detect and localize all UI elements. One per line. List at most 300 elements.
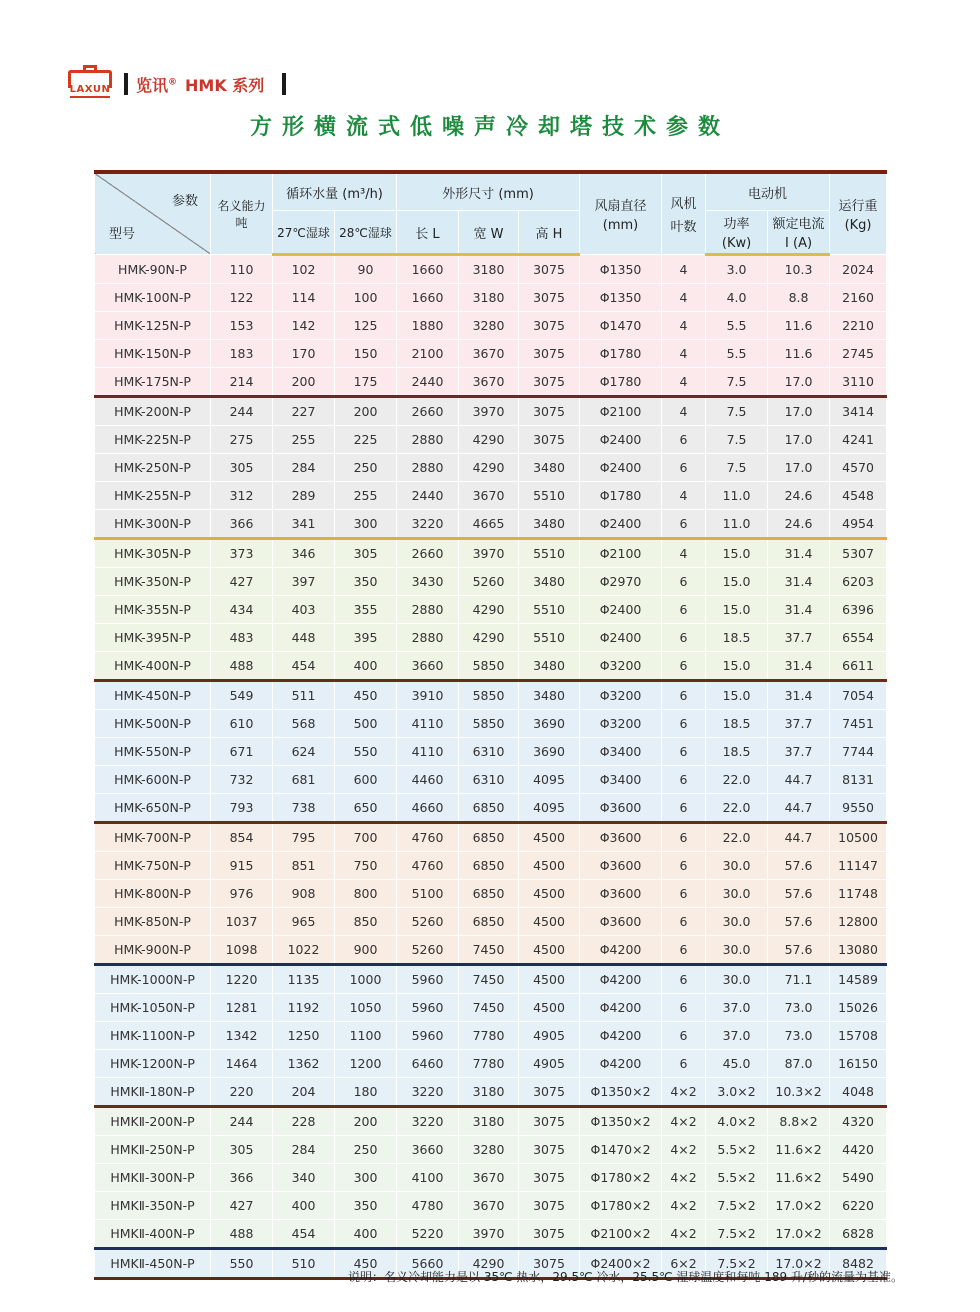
model-cell: HMK-1050N-P bbox=[95, 994, 211, 1022]
header-wid: 宽 W bbox=[459, 211, 519, 255]
value-cell: 4290 bbox=[459, 454, 519, 482]
value-cell: 4500 bbox=[519, 936, 580, 965]
header-len: 长 L bbox=[397, 211, 459, 255]
value-cell: 73.0 bbox=[768, 1022, 830, 1050]
value-cell: 3180 bbox=[459, 284, 519, 312]
value-cell: 6 bbox=[662, 994, 706, 1022]
value-cell: 37.7 bbox=[768, 738, 830, 766]
value-cell: 450 bbox=[335, 1249, 397, 1279]
model-cell: HMK-500N-P bbox=[95, 710, 211, 738]
header-power-label: 功率 bbox=[723, 217, 750, 232]
value-cell: 6 bbox=[662, 1022, 706, 1050]
value-cell: 214 bbox=[211, 368, 273, 397]
table-row bbox=[95, 368, 887, 397]
value-cell: 6850 bbox=[459, 908, 519, 936]
value-cell: 24.6 bbox=[768, 510, 830, 539]
value-cell: 31.4 bbox=[768, 681, 830, 710]
table-row bbox=[95, 794, 887, 823]
value-cell: 30.0 bbox=[706, 965, 768, 994]
value-cell: 7.5 bbox=[706, 426, 768, 454]
model-cell: HMK-1100N-P bbox=[95, 1022, 211, 1050]
value-cell: 44.7 bbox=[768, 766, 830, 794]
value-cell: 244 bbox=[211, 1107, 273, 1136]
model-cell: HMK-850N-P bbox=[95, 908, 211, 936]
model-cell: HMK-1000N-P bbox=[95, 965, 211, 994]
value-cell: 793 bbox=[211, 794, 273, 823]
value-cell: 3180 bbox=[459, 255, 519, 284]
value-cell: 1362 bbox=[273, 1050, 335, 1078]
header-model: 型号 bbox=[109, 227, 136, 242]
value-cell: 3075 bbox=[519, 284, 580, 312]
value-cell: 4 bbox=[662, 368, 706, 397]
value-cell: Φ1780×2 bbox=[580, 1164, 662, 1192]
model-cell: HMKⅡ-400N-P bbox=[95, 1220, 211, 1249]
value-cell: 17.0 bbox=[768, 454, 830, 482]
value-cell: 10.3 bbox=[768, 255, 830, 284]
value-cell: 3970 bbox=[459, 1220, 519, 1249]
value-cell: 732 bbox=[211, 766, 273, 794]
value-cell: 3075 bbox=[519, 397, 580, 426]
value-cell: 1050 bbox=[335, 994, 397, 1022]
value-cell: 851 bbox=[273, 852, 335, 880]
value-cell: 5510 bbox=[519, 482, 580, 510]
value-cell: 397 bbox=[273, 568, 335, 596]
value-cell: 4 bbox=[662, 482, 706, 510]
value-cell: 255 bbox=[335, 482, 397, 510]
value-cell: 4905 bbox=[519, 1022, 580, 1050]
value-cell: Φ3400 bbox=[580, 738, 662, 766]
value-cell: 6611 bbox=[830, 652, 887, 681]
value-cell: 750 bbox=[335, 852, 397, 880]
value-cell: 2880 bbox=[397, 454, 459, 482]
value-cell: 5490 bbox=[830, 1164, 887, 1192]
header-capacity: 名义能力吨 bbox=[211, 172, 273, 255]
value-cell: 3075 bbox=[519, 1192, 580, 1220]
table-row bbox=[95, 284, 887, 312]
value-cell: Φ3400 bbox=[580, 766, 662, 794]
value-cell: 87.0 bbox=[768, 1050, 830, 1078]
table-row bbox=[95, 1192, 887, 1220]
value-cell: 795 bbox=[273, 823, 335, 852]
model-cell: HMK-900N-P bbox=[95, 936, 211, 965]
header-blades-label: 风机 bbox=[670, 197, 697, 212]
value-cell: 6850 bbox=[459, 823, 519, 852]
series-label bbox=[136, 73, 264, 96]
value-cell: 3075 bbox=[519, 1136, 580, 1164]
value-cell: 5307 bbox=[830, 539, 887, 568]
value-cell: 4095 bbox=[519, 794, 580, 823]
value-cell: 3.0 bbox=[706, 255, 768, 284]
value-cell: 15.0 bbox=[706, 681, 768, 710]
value-cell: 17.0×2 bbox=[768, 1220, 830, 1249]
value-cell: Φ2400 bbox=[580, 510, 662, 539]
value-cell: 4290 bbox=[459, 596, 519, 624]
header-weight-label: 运行重 bbox=[838, 199, 878, 214]
value-cell: Φ1780 bbox=[580, 340, 662, 368]
table-row bbox=[95, 1022, 887, 1050]
value-cell: 3430 bbox=[397, 568, 459, 596]
value-cell: 1880 bbox=[397, 312, 459, 340]
value-cell: 57.6 bbox=[768, 852, 830, 880]
value-cell: 1464 bbox=[211, 1050, 273, 1078]
value-cell: 1660 bbox=[397, 284, 459, 312]
value-cell: 624 bbox=[273, 738, 335, 766]
value-cell: 6×2 bbox=[662, 1249, 706, 1279]
value-cell: 1200 bbox=[335, 1050, 397, 1078]
value-cell: 850 bbox=[335, 908, 397, 936]
value-cell: 1281 bbox=[211, 994, 273, 1022]
value-cell: 44.7 bbox=[768, 794, 830, 823]
value-cell: 22.0 bbox=[706, 766, 768, 794]
value-cell: 1342 bbox=[211, 1022, 273, 1050]
value-cell: 4×2 bbox=[662, 1164, 706, 1192]
value-cell: 4 bbox=[662, 284, 706, 312]
value-cell: 7.5 bbox=[706, 454, 768, 482]
value-cell: 100 bbox=[335, 284, 397, 312]
value-cell: 4×2 bbox=[662, 1078, 706, 1107]
value-cell: Φ2400 bbox=[580, 454, 662, 482]
value-cell: 4500 bbox=[519, 880, 580, 908]
value-cell: 6 bbox=[662, 766, 706, 794]
value-cell: Φ2970 bbox=[580, 568, 662, 596]
value-cell: 3690 bbox=[519, 738, 580, 766]
value-cell: 250 bbox=[335, 1136, 397, 1164]
table-row bbox=[95, 1164, 887, 1192]
value-cell: 6 bbox=[662, 880, 706, 908]
model-cell: HMKⅡ-200N-P bbox=[95, 1107, 211, 1136]
value-cell: 6310 bbox=[459, 766, 519, 794]
table-row bbox=[95, 965, 887, 994]
value-cell: Φ3600 bbox=[580, 794, 662, 823]
value-cell: 30.0 bbox=[706, 908, 768, 936]
value-cell: 15.0 bbox=[706, 652, 768, 681]
model-cell: HMK-600N-P bbox=[95, 766, 211, 794]
value-cell: 965 bbox=[273, 908, 335, 936]
value-cell: 400 bbox=[273, 1192, 335, 1220]
header-fan-dia-unit: (mm) bbox=[602, 218, 639, 233]
value-cell: 15026 bbox=[830, 994, 887, 1022]
model-cell: HMKⅡ-300N-P bbox=[95, 1164, 211, 1192]
value-cell: 227 bbox=[273, 397, 335, 426]
value-cell: 37.7 bbox=[768, 710, 830, 738]
value-cell: 3220 bbox=[397, 1107, 459, 1136]
model-cell: HMK-700N-P bbox=[95, 823, 211, 852]
model-cell: HMKⅡ-450N-P bbox=[95, 1249, 211, 1279]
model-cell: HMKⅡ-250N-P bbox=[95, 1136, 211, 1164]
value-cell: 427 bbox=[211, 1192, 273, 1220]
value-cell: 550 bbox=[211, 1249, 273, 1279]
header-flow-28: 28℃湿球 bbox=[335, 211, 397, 255]
value-cell: 11.6 bbox=[768, 312, 830, 340]
value-cell: 11.0 bbox=[706, 510, 768, 539]
value-cell: 5100 bbox=[397, 880, 459, 908]
value-cell: Φ3200 bbox=[580, 681, 662, 710]
value-cell: 2210 bbox=[830, 312, 887, 340]
value-cell: 3075 bbox=[519, 255, 580, 284]
value-cell: 312 bbox=[211, 482, 273, 510]
value-cell: 17.0 bbox=[768, 368, 830, 397]
value-cell: 5260 bbox=[397, 936, 459, 965]
value-cell: 6 bbox=[662, 936, 706, 965]
value-cell: 250 bbox=[335, 454, 397, 482]
value-cell: 6 bbox=[662, 426, 706, 454]
model-cell: HMK-250N-P bbox=[95, 454, 211, 482]
value-cell: 3670 bbox=[459, 340, 519, 368]
value-cell: 5510 bbox=[519, 624, 580, 652]
value-cell: 275 bbox=[211, 426, 273, 454]
value-cell: 4660 bbox=[397, 794, 459, 823]
table-row bbox=[95, 1050, 887, 1078]
value-cell: 114 bbox=[273, 284, 335, 312]
value-cell: 44.7 bbox=[768, 823, 830, 852]
value-cell: 31.4 bbox=[768, 596, 830, 624]
value-cell: 225 bbox=[335, 426, 397, 454]
value-cell: 3670 bbox=[459, 1192, 519, 1220]
table-row bbox=[95, 681, 887, 710]
model-cell: HMK-175N-P bbox=[95, 368, 211, 397]
value-cell: 170 bbox=[273, 340, 335, 368]
value-cell: 5850 bbox=[459, 710, 519, 738]
value-cell: 5260 bbox=[459, 568, 519, 596]
value-cell: 200 bbox=[335, 1107, 397, 1136]
table-row bbox=[95, 510, 887, 539]
value-cell: 4 bbox=[662, 255, 706, 284]
value-cell: 2160 bbox=[830, 284, 887, 312]
value-cell: 6 bbox=[662, 624, 706, 652]
value-cell: 4241 bbox=[830, 426, 887, 454]
table-row bbox=[95, 1107, 887, 1136]
value-cell: 7450 bbox=[459, 936, 519, 965]
value-cell: 6 bbox=[662, 794, 706, 823]
model-cell: HMK-300N-P bbox=[95, 510, 211, 539]
value-cell: 7451 bbox=[830, 710, 887, 738]
value-cell: Φ1780 bbox=[580, 368, 662, 397]
value-cell: 10500 bbox=[830, 823, 887, 852]
value-cell: 2440 bbox=[397, 368, 459, 397]
value-cell: 3660 bbox=[397, 1136, 459, 1164]
value-cell: 2660 bbox=[397, 539, 459, 568]
table-row bbox=[95, 710, 887, 738]
value-cell: Φ2400 bbox=[580, 624, 662, 652]
value-cell: 395 bbox=[335, 624, 397, 652]
value-cell: 4×2 bbox=[662, 1192, 706, 1220]
table-row bbox=[95, 908, 887, 936]
value-cell: 681 bbox=[273, 766, 335, 794]
value-cell: 7450 bbox=[459, 994, 519, 1022]
model-cell: HMK-125N-P bbox=[95, 312, 211, 340]
value-cell: Φ1350 bbox=[580, 255, 662, 284]
value-cell: 7.5 bbox=[706, 368, 768, 397]
header-power bbox=[706, 211, 768, 255]
value-cell: Φ3600 bbox=[580, 908, 662, 936]
model-cell: HMK-90N-P bbox=[95, 255, 211, 284]
value-cell: Φ1350×2 bbox=[580, 1078, 662, 1107]
value-cell: Φ3600 bbox=[580, 823, 662, 852]
value-cell: 3075 bbox=[519, 312, 580, 340]
value-cell: 4905 bbox=[519, 1050, 580, 1078]
value-cell: 3690 bbox=[519, 710, 580, 738]
header-dims: 外形尺寸 (mm) bbox=[397, 172, 580, 211]
value-cell: 366 bbox=[211, 510, 273, 539]
value-cell: 4760 bbox=[397, 823, 459, 852]
table-row bbox=[95, 340, 887, 368]
value-cell: 6 bbox=[662, 596, 706, 624]
model-cell: HMK-305N-P bbox=[95, 539, 211, 568]
value-cell: 4500 bbox=[519, 994, 580, 1022]
value-cell: 454 bbox=[273, 652, 335, 681]
value-cell: 3280 bbox=[459, 1136, 519, 1164]
value-cell: 12800 bbox=[830, 908, 887, 936]
value-cell: Φ4200 bbox=[580, 936, 662, 965]
table-row bbox=[95, 766, 887, 794]
value-cell: 37.0 bbox=[706, 994, 768, 1022]
value-cell: 4 bbox=[662, 312, 706, 340]
value-cell: 15.0 bbox=[706, 539, 768, 568]
header-flow-27: 27℃湿球 bbox=[273, 211, 335, 255]
logo-text: LAXUN bbox=[70, 84, 111, 98]
value-cell: 3075 bbox=[519, 368, 580, 397]
value-cell: Φ2100 bbox=[580, 539, 662, 568]
value-cell: 8131 bbox=[830, 766, 887, 794]
header-weight bbox=[830, 172, 887, 255]
footnote: 说明：名义冷却能力是以 35℃ 热水，29.5℃ 冷水，25.5℃ 湿球温度和每吨 189 升/秒的流量为基准。 bbox=[348, 1270, 903, 1284]
table-row bbox=[95, 624, 887, 652]
value-cell: 30.0 bbox=[706, 852, 768, 880]
header-blades bbox=[662, 172, 706, 255]
value-cell: Φ2400 bbox=[580, 596, 662, 624]
value-cell: Φ1350 bbox=[580, 284, 662, 312]
value-cell: 57.6 bbox=[768, 908, 830, 936]
value-cell: 7450 bbox=[459, 965, 519, 994]
value-cell: 7.5×2 bbox=[706, 1249, 768, 1279]
value-cell: 511 bbox=[273, 681, 335, 710]
model-cell: HMK-400N-P bbox=[95, 652, 211, 681]
value-cell: Φ4200 bbox=[580, 1050, 662, 1078]
value-cell: 6 bbox=[662, 852, 706, 880]
brand-header bbox=[66, 66, 286, 102]
value-cell: 22.0 bbox=[706, 823, 768, 852]
value-cell: 4100 bbox=[397, 1164, 459, 1192]
model-cell: HMK-395N-P bbox=[95, 624, 211, 652]
value-cell: 450 bbox=[335, 681, 397, 710]
table-row bbox=[95, 1078, 887, 1107]
value-cell: 4548 bbox=[830, 482, 887, 510]
value-cell: 4290 bbox=[459, 1249, 519, 1279]
value-cell: 3660 bbox=[397, 652, 459, 681]
value-cell: Φ2400 bbox=[580, 426, 662, 454]
value-cell: 5960 bbox=[397, 1022, 459, 1050]
value-cell: 4290 bbox=[459, 426, 519, 454]
value-cell: 4110 bbox=[397, 738, 459, 766]
value-cell: 90 bbox=[335, 255, 397, 284]
value-cell: 13080 bbox=[830, 936, 887, 965]
value-cell: 3910 bbox=[397, 681, 459, 710]
value-cell: 483 bbox=[211, 624, 273, 652]
value-cell: 2880 bbox=[397, 426, 459, 454]
value-cell: 6310 bbox=[459, 738, 519, 766]
value-cell: 18.5 bbox=[706, 624, 768, 652]
value-cell: 16150 bbox=[830, 1050, 887, 1078]
value-cell: Φ1470×2 bbox=[580, 1136, 662, 1164]
value-cell: 1022 bbox=[273, 936, 335, 965]
value-cell: 6828 bbox=[830, 1220, 887, 1249]
value-cell: 2880 bbox=[397, 596, 459, 624]
value-cell: 800 bbox=[335, 880, 397, 908]
value-cell: 6460 bbox=[397, 1050, 459, 1078]
value-cell: 671 bbox=[211, 738, 273, 766]
value-cell: 4.0×2 bbox=[706, 1107, 768, 1136]
value-cell: 568 bbox=[273, 710, 335, 738]
table-row bbox=[95, 738, 887, 766]
value-cell: 448 bbox=[273, 624, 335, 652]
value-cell: 73.0 bbox=[768, 994, 830, 1022]
value-cell: 175 bbox=[335, 368, 397, 397]
value-cell: 15708 bbox=[830, 1022, 887, 1050]
value-cell: 454 bbox=[273, 1220, 335, 1249]
value-cell: 305 bbox=[335, 539, 397, 568]
value-cell: 4760 bbox=[397, 852, 459, 880]
value-cell: 7780 bbox=[459, 1022, 519, 1050]
value-cell: 6554 bbox=[830, 624, 887, 652]
table-row bbox=[95, 482, 887, 510]
value-cell: 549 bbox=[211, 681, 273, 710]
value-cell: 6203 bbox=[830, 568, 887, 596]
value-cell: 373 bbox=[211, 539, 273, 568]
value-cell: 3075 bbox=[519, 1249, 580, 1279]
header-power-unit: (Kw) bbox=[721, 236, 752, 251]
value-cell: 153 bbox=[211, 312, 273, 340]
value-cell: 8.8×2 bbox=[768, 1107, 830, 1136]
value-cell: 200 bbox=[273, 368, 335, 397]
value-cell: 915 bbox=[211, 852, 273, 880]
value-cell: 3075 bbox=[519, 1164, 580, 1192]
value-cell: 4110 bbox=[397, 710, 459, 738]
value-cell: 17.0×2 bbox=[768, 1192, 830, 1220]
value-cell: 2745 bbox=[830, 340, 887, 368]
model-cell: HMK-650N-P bbox=[95, 794, 211, 823]
value-cell: 6 bbox=[662, 652, 706, 681]
value-cell: Φ2100×2 bbox=[580, 1220, 662, 1249]
value-cell: 31.4 bbox=[768, 539, 830, 568]
value-cell: 3075 bbox=[519, 1078, 580, 1107]
model-cell: HMK-255N-P bbox=[95, 482, 211, 510]
value-cell: 18.5 bbox=[706, 738, 768, 766]
value-cell: 1220 bbox=[211, 965, 273, 994]
value-cell: 400 bbox=[335, 1220, 397, 1249]
table-row bbox=[95, 1136, 887, 1164]
value-cell: 30.0 bbox=[706, 936, 768, 965]
value-cell: 15.0 bbox=[706, 596, 768, 624]
value-cell: 37.0 bbox=[706, 1022, 768, 1050]
value-cell: 142 bbox=[273, 312, 335, 340]
value-cell: 1660 bbox=[397, 255, 459, 284]
value-cell: 5850 bbox=[459, 652, 519, 681]
value-cell: 300 bbox=[335, 1164, 397, 1192]
value-cell: 403 bbox=[273, 596, 335, 624]
value-cell: 300 bbox=[335, 510, 397, 539]
value-cell: 1135 bbox=[273, 965, 335, 994]
value-cell: 204 bbox=[273, 1078, 335, 1107]
value-cell: 3480 bbox=[519, 652, 580, 681]
value-cell: 8.8 bbox=[768, 284, 830, 312]
value-cell: 5.5 bbox=[706, 340, 768, 368]
value-cell: 434 bbox=[211, 596, 273, 624]
series-name: HMK 系列 bbox=[185, 75, 265, 95]
model-cell: HMK-750N-P bbox=[95, 852, 211, 880]
value-cell: 7.5 bbox=[706, 397, 768, 426]
value-cell: 610 bbox=[211, 710, 273, 738]
value-cell: 350 bbox=[335, 568, 397, 596]
